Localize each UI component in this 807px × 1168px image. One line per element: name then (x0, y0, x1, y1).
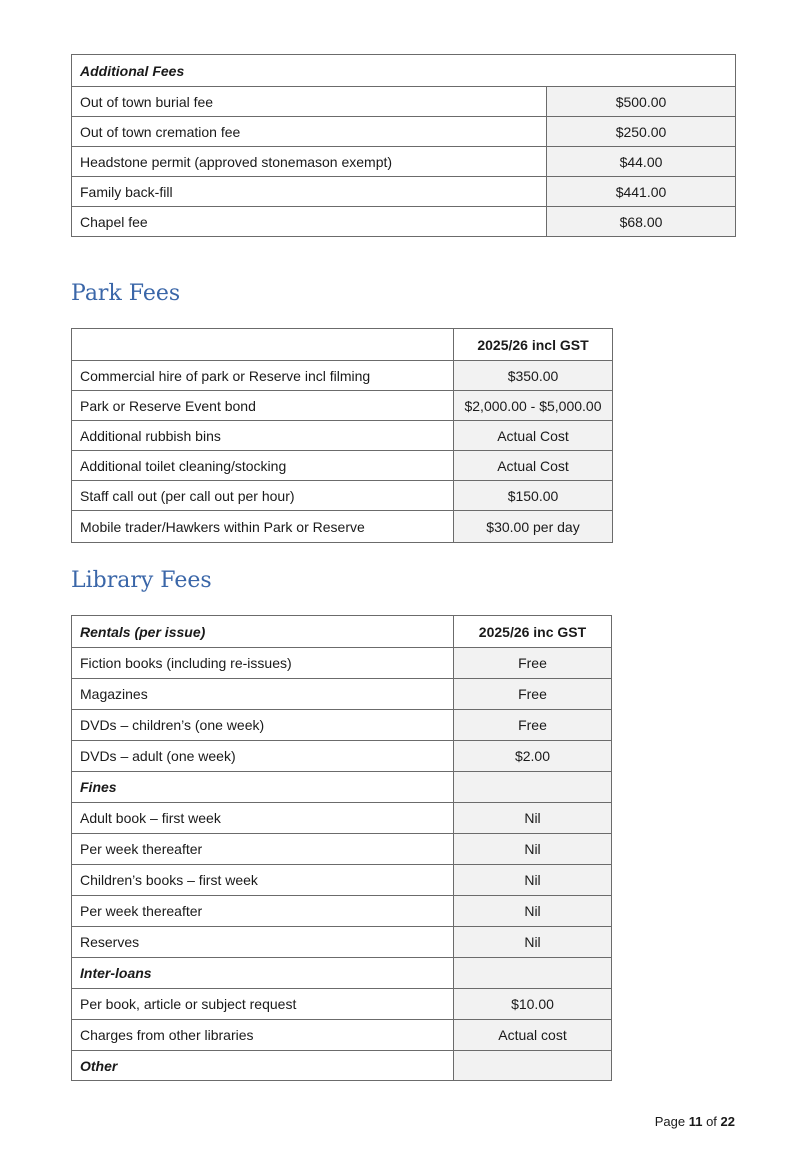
table-row (72, 207, 736, 237)
row-label: Per week thereafter (72, 896, 454, 927)
row-value: $2,000.00 - $5,000.00 (454, 391, 613, 421)
row-value: Nil (454, 834, 612, 865)
table-row (72, 421, 613, 451)
row-value: $30.00 per day (454, 511, 613, 543)
row-label: Additional rubbish bins (72, 421, 454, 451)
row-label: Per week thereafter (72, 834, 454, 865)
table-row (72, 451, 613, 481)
row-label: Out of town burial fee (72, 87, 547, 117)
row-value (454, 958, 612, 989)
row-value: $10.00 (454, 989, 612, 1020)
row-value: $44.00 (547, 147, 736, 177)
table-row (72, 1020, 612, 1051)
row-value: Actual Cost (454, 451, 613, 481)
section-label-fines: Fines (72, 772, 454, 803)
row-value (454, 1051, 612, 1081)
row-label: Chapel fee (72, 207, 547, 237)
table-row (72, 147, 736, 177)
table-row (72, 772, 612, 803)
library-fees-title: Library Fees (71, 568, 212, 593)
table-row (72, 511, 613, 543)
row-value: Actual Cost (454, 421, 613, 451)
row-label: Park or Reserve Event bond (72, 391, 454, 421)
table-row (72, 865, 612, 896)
row-label: Fiction books (including re-issues) (72, 648, 454, 679)
footer-page-total: 22 (720, 1114, 735, 1129)
footer-prefix: Page (654, 1114, 686, 1129)
table-row (72, 679, 612, 710)
footer-page-number: 11 (688, 1114, 703, 1129)
table-row (72, 55, 736, 87)
row-label: Per book, article or subject request (72, 989, 454, 1020)
row-value: $150.00 (454, 481, 613, 511)
header-label-empty (72, 329, 454, 361)
row-label: Family back-fill (72, 177, 547, 207)
park-fees-table (71, 328, 613, 543)
table-row (72, 361, 613, 391)
table-row (72, 896, 612, 927)
library-fees-table (71, 615, 612, 1081)
table-row (72, 481, 613, 511)
row-label: Commercial hire of park or Reserve incl filming (72, 361, 454, 391)
table-row (72, 989, 612, 1020)
row-value: Nil (454, 896, 612, 927)
row-value: Actual cost (454, 1020, 612, 1051)
row-label: Children’s books – first week (72, 865, 454, 896)
section-label-inter-loans: Inter-loans (72, 958, 454, 989)
table-row (72, 803, 612, 834)
section-label-other: Other (72, 1051, 454, 1081)
row-label: DVDs – children’s (one week) (72, 710, 454, 741)
table-row (72, 616, 612, 648)
row-value: Nil (454, 865, 612, 896)
table-row (72, 927, 612, 958)
table-row (72, 1051, 612, 1081)
table-row (72, 710, 612, 741)
table-row (72, 834, 612, 865)
page-footer (655, 1114, 735, 1129)
row-label: Headstone permit (approved stonemason exempt) (72, 147, 547, 177)
row-value: $441.00 (547, 177, 736, 207)
row-value (454, 772, 612, 803)
table-row (72, 648, 612, 679)
table-row (72, 87, 736, 117)
table-row (72, 958, 612, 989)
row-label: Charges from other libraries (72, 1020, 454, 1051)
row-label: Mobile trader/Hawkers within Park or Reserve (72, 511, 454, 543)
row-label: Reserves (72, 927, 454, 958)
row-label: Adult book – first week (72, 803, 454, 834)
library-header-label: Rentals (per issue) (72, 616, 454, 648)
row-value: $68.00 (547, 207, 736, 237)
row-value: $500.00 (547, 87, 736, 117)
row-value: Nil (454, 803, 612, 834)
row-value: Free (454, 648, 612, 679)
row-label: Out of town cremation fee (72, 117, 547, 147)
table-row (72, 329, 613, 361)
additional-fees-heading: Additional Fees (72, 55, 736, 87)
row-label: DVDs – adult (one week) (72, 741, 454, 772)
table-row (72, 117, 736, 147)
row-label: Additional toilet cleaning/stocking (72, 451, 454, 481)
table-row (72, 741, 612, 772)
row-value: $2.00 (454, 741, 612, 772)
additional-fees-table (71, 54, 736, 237)
library-header-value: 2025/26 inc GST (454, 616, 612, 648)
row-value: Free (454, 710, 612, 741)
park-fees-title: Park Fees (71, 281, 181, 306)
table-row (72, 177, 736, 207)
table-row (72, 391, 613, 421)
row-label: Magazines (72, 679, 454, 710)
row-label: Staff call out (per call out per hour) (72, 481, 454, 511)
row-value: Free (454, 679, 612, 710)
park-header-value: 2025/26 incl GST (454, 329, 613, 361)
row-value: $350.00 (454, 361, 613, 391)
row-value: $250.00 (547, 117, 736, 147)
row-value: Nil (454, 927, 612, 958)
footer-of: of (706, 1114, 717, 1129)
